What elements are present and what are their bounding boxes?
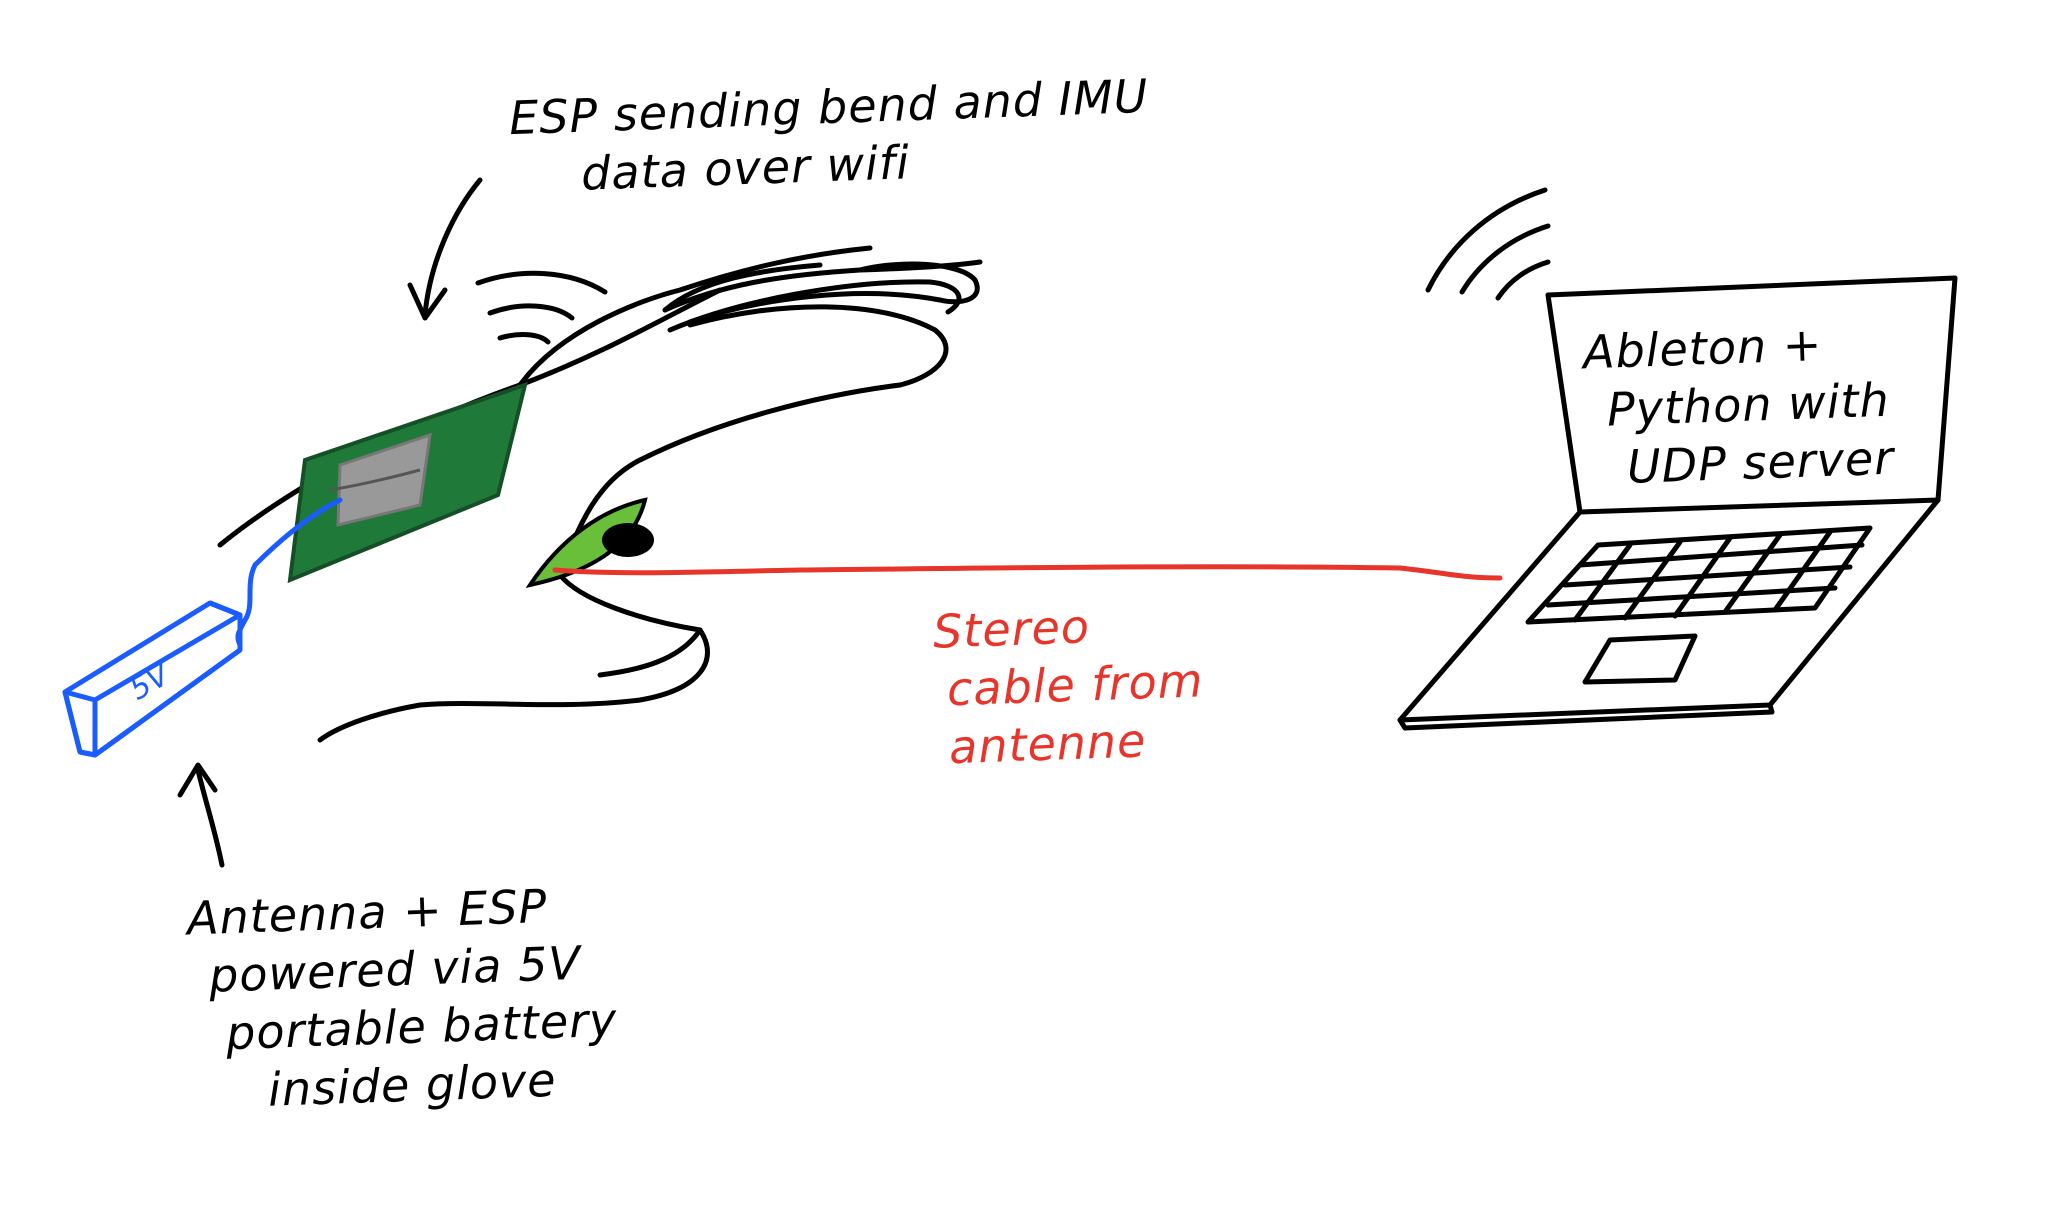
cable-note-line2: cable from (946, 653, 1205, 717)
power-note-line2: powered via 5V (208, 935, 582, 1003)
esp-note (508, 67, 1151, 205)
stereo-cable (555, 567, 1500, 578)
cable-note (932, 593, 1206, 776)
power-note-line3: portable battery (225, 992, 619, 1061)
power-note-line4: inside glove (267, 1052, 558, 1117)
laptop-note (1582, 313, 1895, 498)
power-note (186, 875, 620, 1122)
esp-board (290, 385, 525, 580)
laptop-note-line1: Ableton + (1582, 317, 1824, 380)
battery-label: 5V (123, 657, 176, 708)
power-arrow (180, 765, 222, 865)
laptop-note-line3: UDP server (1626, 430, 1895, 494)
esp-note-line2: data over wifi (580, 135, 911, 201)
cable-note-line1: Stereo (932, 599, 1091, 659)
esp-arrow (410, 180, 480, 318)
cable-note-line3: antenne (948, 713, 1148, 775)
laptop-note-line2: Python with (1606, 372, 1891, 437)
esp-note-line1: ESP sending bend and IMU (508, 68, 1150, 146)
laptop-wifi-waves (1428, 190, 1548, 298)
esp-wifi-waves (478, 273, 605, 342)
power-note-line1: Antenna + ESP (186, 878, 549, 946)
